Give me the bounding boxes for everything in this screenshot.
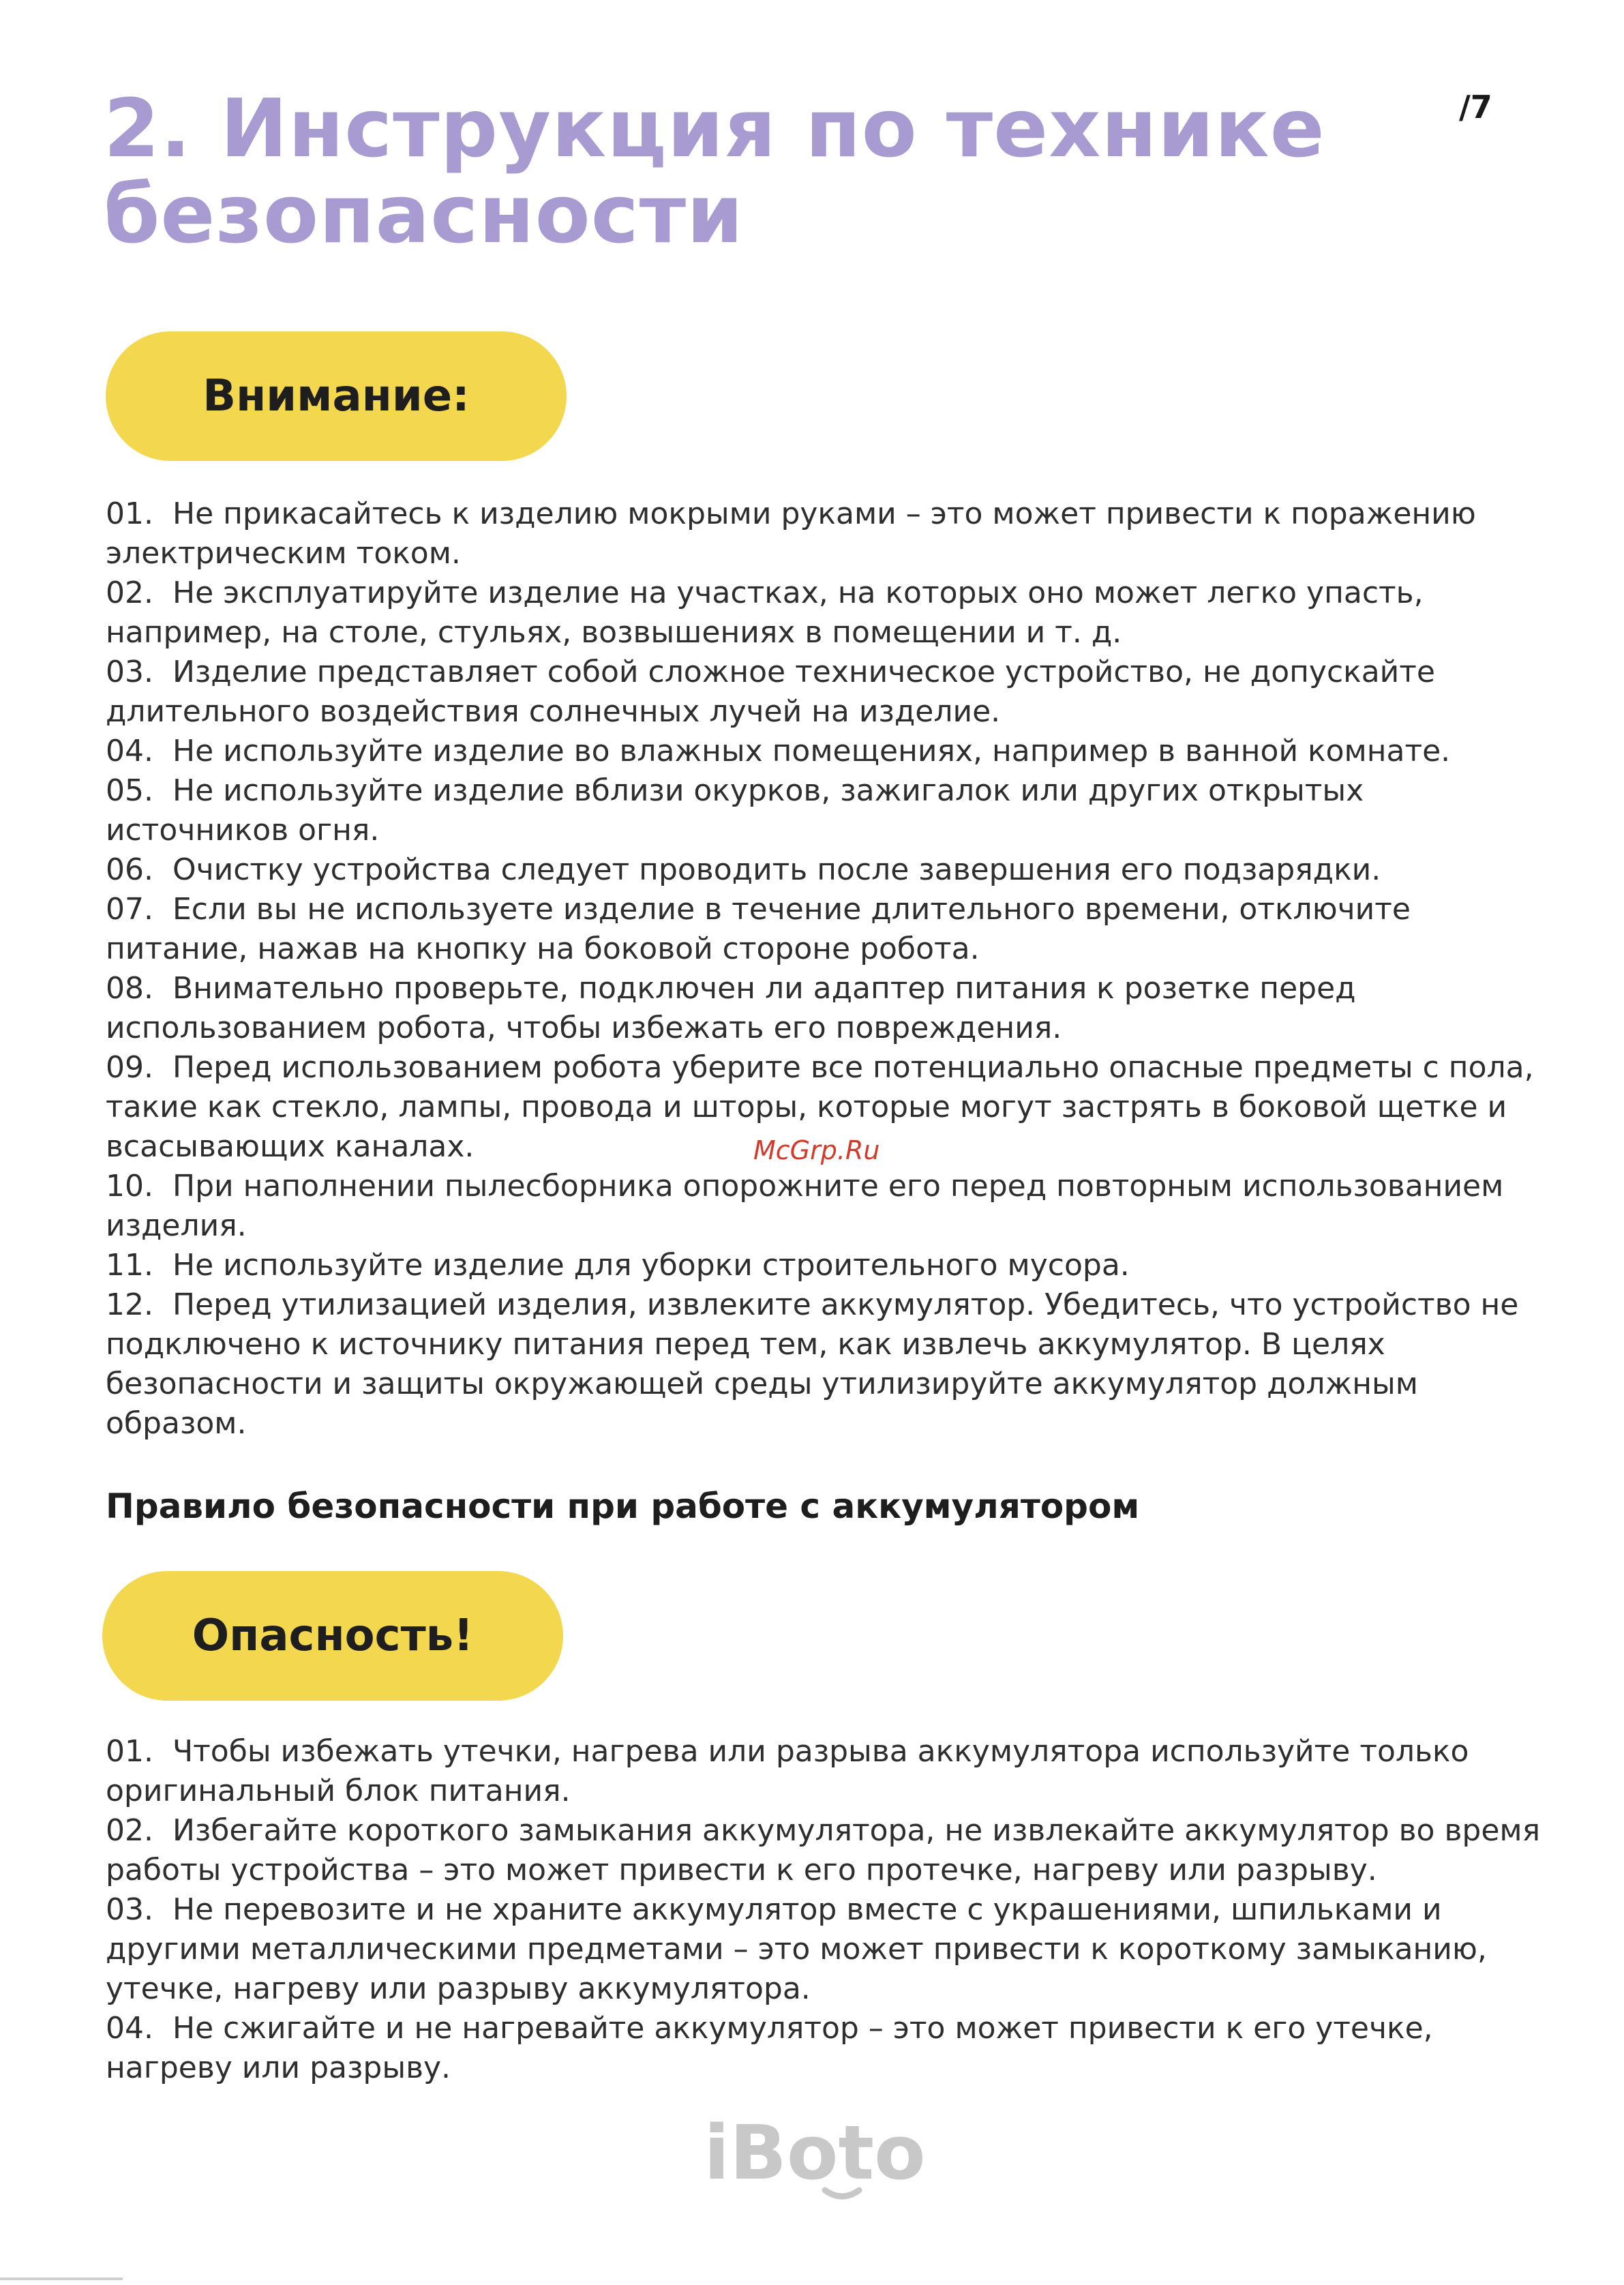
page-number: /7 (1459, 89, 1492, 125)
item-text: Не используйте изделие для уборки строительного мусора. (172, 1248, 1130, 1283)
watermark: McGrp.Ru (753, 1135, 880, 1165)
page-title: 2. Инструкция по технике безопасности (104, 81, 1325, 261)
item-number: 01. (106, 496, 153, 531)
list-item (106, 1811, 1551, 1890)
item-text: Избегайте короткого замыкания аккумулятора, не извлекайте аккумулятор во время работы устройства – это может привести к его протечке, нагреву или разрыву. (106, 1813, 1541, 1887)
logo-text: iBoto (704, 2109, 926, 2196)
list-item (106, 732, 1551, 771)
list-item (106, 2009, 1551, 2088)
warning-badge-label: Внимание: (202, 371, 470, 421)
list-item (106, 1732, 1551, 1811)
list-item (106, 890, 1551, 969)
list-item (106, 1246, 1551, 1285)
list-item (106, 1890, 1551, 2009)
item-number: 07. (106, 892, 153, 927)
item-text: Внимательно проверьте, подключен ли адаптер питания к розетке перед использованием робота, чтобы избежать его повреждения. (106, 971, 1356, 1045)
item-text: Не эксплуатируйте изделие на участках, на которых оно может легко упасть, например, на столе, стульях, возвышениях в помещении и т. д. (106, 576, 1424, 650)
item-number: 04. (106, 2011, 153, 2046)
item-text: Не прикасайтесь к изделию мокрыми руками – это может привести к поражению электрическим током. (106, 496, 1476, 571)
item-text: Если вы не используете изделие в течение длительного времени, отключите питание, нажав на кнопку на боковой стороне робота. (106, 892, 1411, 966)
danger-badge (102, 1571, 563, 1701)
item-text: При наполнении пылесборника опорожните его перед повторным использованием изделия. (106, 1169, 1504, 1243)
list-item (106, 653, 1551, 732)
danger-list (106, 1732, 1551, 2088)
item-number: 01. (106, 1734, 153, 1769)
iboto-logo (704, 2107, 926, 2209)
item-text: Не используйте изделие вблизи окурков, зажигалок или других открытых источников огня. (106, 773, 1364, 848)
item-number: 02. (106, 576, 153, 610)
item-number: 03. (106, 1892, 153, 1927)
item-number: 04. (106, 734, 153, 768)
list-item (106, 494, 1551, 573)
warning-list (106, 494, 1551, 1444)
item-text: Перед использованием робота уберите все потенциально опасные предметы с пола, такие как стекло, лампы, провода и шторы, которые могут застрять в боковой щетке и всасывающих каналах. (106, 1050, 1534, 1164)
list-item (106, 1285, 1551, 1444)
item-number: 11. (106, 1248, 153, 1283)
item-text: Не используйте изделие во влажных помещениях, например в ванной комнате. (172, 734, 1451, 768)
item-text: Не сжигайте и не нагревайте аккумулятор – это может привести к его утечке, нагреву или разрыву. (106, 2011, 1433, 2085)
item-number: 03. (106, 655, 153, 689)
item-number: 09. (106, 1050, 153, 1085)
item-text: Чтобы избежать утечки, нагрева или разрыва аккумулятора используйте только оригинальный блок питания. (106, 1734, 1469, 1808)
item-number: 05. (106, 773, 153, 808)
item-text: Очистку устройства следует проводить после завершения его подзарядки. (172, 852, 1381, 887)
item-text: Изделие представляет собой сложное техническое устройство, не допускайте длительного воздействия солнечных лучей на изделие. (106, 655, 1435, 729)
list-item (106, 1167, 1551, 1246)
list-item (106, 850, 1551, 890)
warning-badge (106, 331, 567, 461)
list-item (106, 969, 1551, 1048)
list-item (106, 771, 1551, 850)
bottom-divider (0, 2277, 123, 2280)
item-text: Не перевозите и не храните аккумулятор вместе с украшениями, шпильками и другими металлическими предметами – это может привести к короткому замыканию, утечке, нагреву или разрыву аккумулятора. (106, 1892, 1487, 2006)
battery-section-heading: Правило безопасности при работе с аккумулятором (106, 1487, 1140, 1526)
item-number: 08. (106, 971, 153, 1006)
item-number: 02. (106, 1813, 153, 1848)
item-number: 10. (106, 1169, 153, 1204)
item-text: Перед утилизацией изделия, извлеките аккумулятор. Убедитесь, что устройство не подключено к источнику питания перед тем, как извлечь аккумулятор. В целях безопасности и защиты окружающей среды утилизируйте аккумулятор должным образом. (106, 1287, 1519, 1441)
list-item (106, 573, 1551, 653)
item-number: 12. (106, 1287, 153, 1322)
item-number: 06. (106, 852, 153, 887)
danger-badge-label: Опасность! (192, 1611, 474, 1661)
